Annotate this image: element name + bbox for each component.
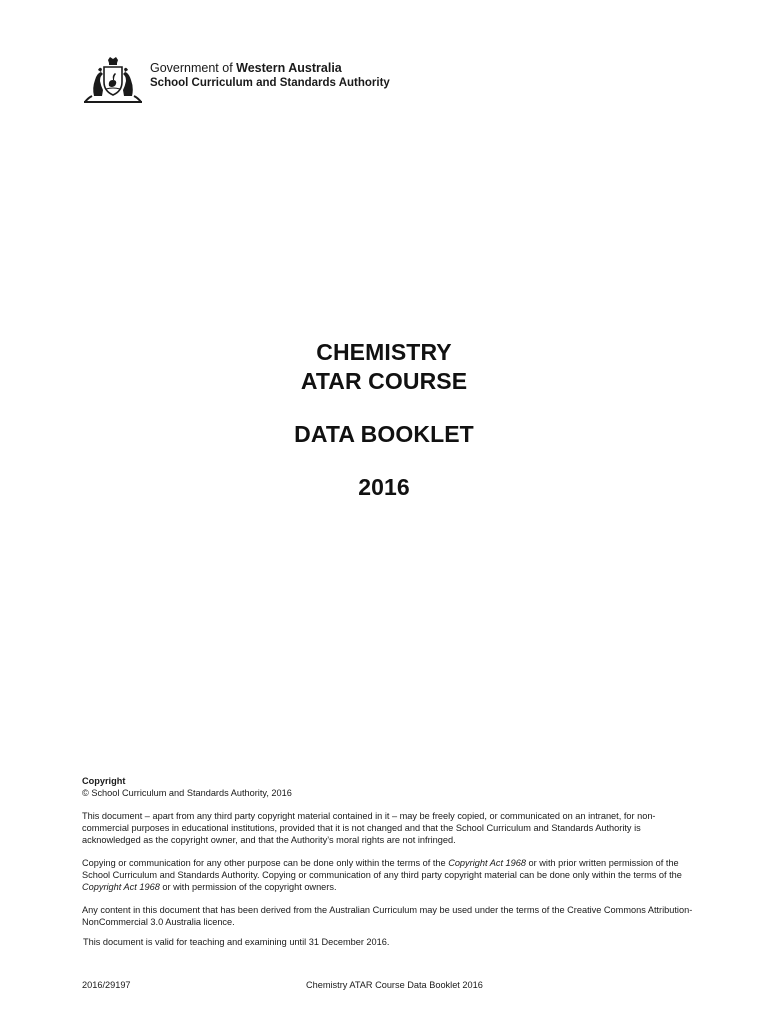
title-subject: CHEMISTRY (316, 339, 452, 365)
copyright-block (82, 775, 694, 948)
header-text (150, 61, 390, 91)
title-course: ATAR COURSE (300, 368, 468, 394)
footer-document-number: 2016/29197 (82, 980, 131, 990)
government-line (150, 61, 390, 76)
title-block (0, 338, 768, 502)
copyright-paragraph-2-text-c: or with permission of the copyright owners. (159, 882, 337, 892)
title-year: 2016 (358, 474, 410, 500)
copyright-paragraph-2 (82, 857, 694, 893)
copyright-paragraph-3: Any content in this document that has been derived from the Australian Curriculum may be used under the terms of the Creative Commons Attribution-NonCommercial 3.0 Australia licence. (82, 905, 693, 927)
copyright-owner: © School Curriculum and Standards Authority, 2016 (82, 788, 292, 798)
coat-of-arms-icon (82, 56, 144, 104)
copyright-act-reference-1: Copyright Act 1968 (448, 858, 526, 868)
government-name: Western Australia (236, 61, 342, 75)
footer-document-title: Chemistry ATAR Course Data Booklet 2016 (306, 980, 483, 990)
government-prefix: Government of (150, 61, 237, 75)
copyright-act-reference-2: Copyright Act 1968 (82, 882, 160, 892)
copyright-paragraph-2-text-a: Copying or communication for any other purpose can be done only within the terms of the (82, 858, 449, 868)
validity-statement: This document is valid for teaching and examining until 31 December 2016. (83, 937, 390, 947)
copyright-paragraph-2-text-b: or with prior written permission of the School Curriculum and Standards Authority. Copying or communication of any third party copyright material can be done only within the terms of the (82, 858, 682, 880)
copyright-heading: Copyright (82, 776, 126, 786)
title-document-type: DATA BOOKLET (294, 421, 474, 447)
header-block (82, 56, 390, 104)
authority-name: School Curriculum and Standards Authority (150, 77, 390, 89)
copyright-paragraph-1: This document – apart from any third party copyright material contained in it – may be freely copied, or communicated on an intranet, for non-commercial purposes in educational institutions, provided that it is not changed and that the School Curriculum and Standards Authority is acknowledged as the copyright owner, and that the Authority’s moral rights are not infringed. (82, 811, 656, 845)
